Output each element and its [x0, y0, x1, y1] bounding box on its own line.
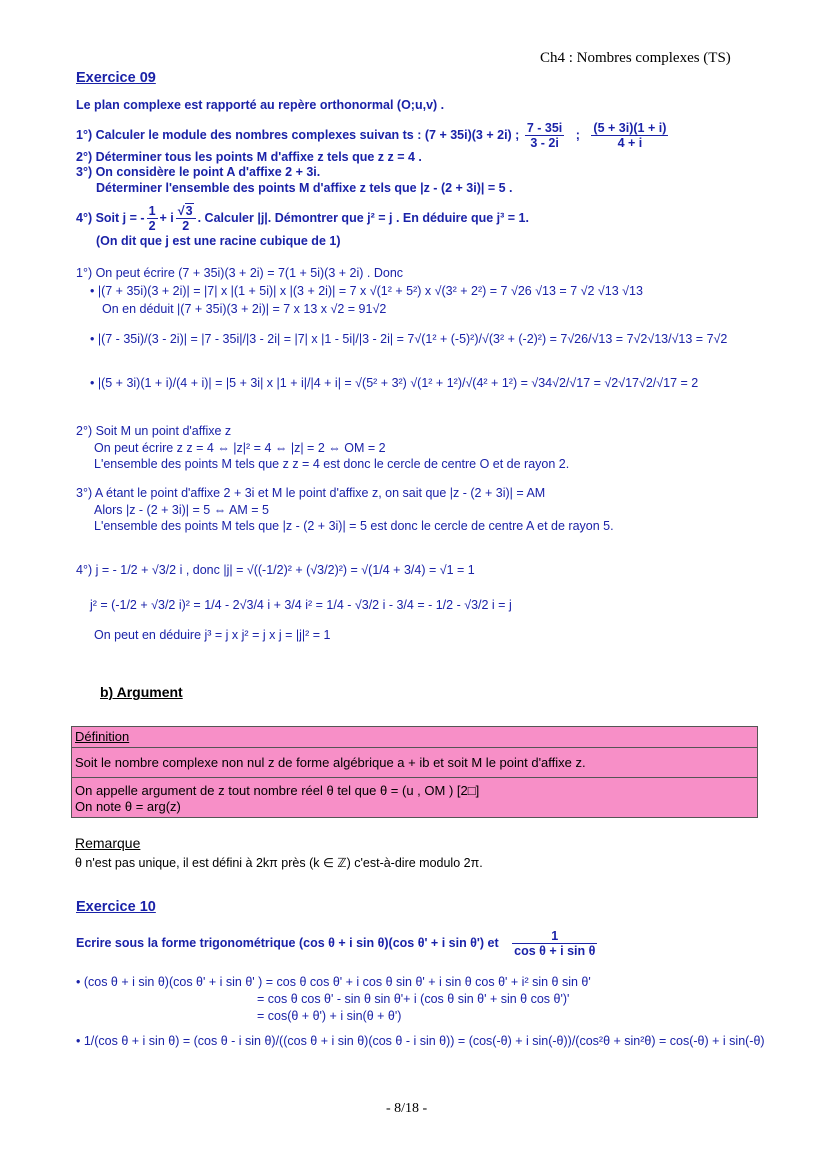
section-argument-title: b) Argument — [100, 684, 183, 700]
ex10-solution-line-3: = cos(θ + θ') + i sin(θ + θ') — [257, 1009, 402, 1023]
page-number: - 8/18 - — [386, 1101, 428, 1116]
solution-2-line-1: On peut écrire z z = 4 ⇔ |z|² = 4 ⇔ |z| = 2 ⇔ OM = 2 — [94, 441, 386, 455]
ex09-question-3a: 3°) On considère le point A d'affixe 2 + 3i. — [76, 165, 321, 179]
solution-4-line-3: On peut en déduire j³ = j x j² = j x j = |j|² = 1 — [94, 628, 331, 642]
solution-4-line-1: 4°) j = - 1/2 + √3/2 i , donc |j| = √((-1/2)² + (√3/2)²) = √(1/4 + 3/4) = √1 = 1 — [76, 563, 475, 577]
ex10-solution-line-2: = cos θ cos θ' - sin θ sin θ'+ i (cos θ sin θ' + sin θ cos θ')' — [257, 992, 570, 1006]
remark-title: Remarque — [75, 835, 141, 851]
ex10-solution-line-1: • (cos θ + i sin θ)(cos θ' + i sin θ' ) = cos θ cos θ' + i cos θ sin θ' + i sin θ cos θ' + i² sin θ sin θ' — [76, 975, 591, 989]
exercise-09-title: Exercice 09 — [76, 70, 156, 86]
solution-2-line-2: L'ensemble des points M tels que z z = 4 est donc le cercle de centre O et de rayon 2. — [94, 457, 570, 471]
solution-1-line-1: • |(7 + 35i)(3 + 2i)| = |7| x |(1 + 5i)| x |(3 + 2i)| = 7 x √(1² + 5²) x √(3² + 2²) = 7 √26 √13 = 7 √2 √13 √13 — [90, 284, 643, 298]
solution-3-line-2: L'ensemble des points M tels que |z - (2 + 3i)| = 5 est donc le cercle de centre A et de rayon 5. — [94, 519, 614, 533]
q1-fraction-1: $\frac{7 - 35i}{3 - 2i}$ — [526, 121, 563, 151]
definition-box — [71, 726, 758, 818]
ex10-question: Ecrire sous la forme trigonométrique (cos θ + i sin θ)(cos θ' + i sin θ') et $\frac{1}{\text{cos θ + i sin θ}}$ — [76, 929, 596, 959]
ex09-question-3b: Déterminer l'ensemble des points M d'affixe z tels que |z - (2 + 3i)| = 5 . — [96, 181, 513, 195]
definition-line-1: Soit le nombre complexe non nul z de forme algébrique a + ib et soit M le point d'affixe z. — [75, 755, 586, 770]
solution-1-intro: 1°) On peut écrire (7 + 35i)(3 + 2i) = 7(1 + 5i)(3 + 2i) . Donc — [76, 266, 404, 280]
solution-1-line-3: • |(7 - 35i)/(3 - 2i)| = |7 - 35i|/|3 - 2i| = |7| x |1 - 5i|/|3 - 2i| = 7√(1² + (-5)²)/√(3² + (-2)²) = 7√26/√13 = 7√2√13/√13 = 7√2 — [90, 332, 728, 346]
solution-3-line-1: Alors |z - (2 + 3i)| = 5 ⇔ AM = 5 — [94, 503, 269, 517]
solution-1-line-4: • |(5 + 3i)(1 + i)/(4 + i)| = |5 + 3i| x |1 + i|/|4 + i| = √(5² + 3²) √(1² + 1²)/√(4² + 1²) = √34√2/√17 = √2√17√2/√17 = 2 — [90, 376, 699, 390]
remark-line-1: θ n'est pas unique, il est défini à 2kπ près (k ∈ ℤ) c'est-à-dire modulo 2π. — [75, 856, 483, 870]
ex09-question-2: 2°) Déterminer tous les points M d'affixe z tels que z z = 4 . — [76, 150, 422, 164]
definition-line-3: On note θ = arg(z) — [75, 799, 181, 814]
solution-1-line-2: On en déduit |(7 + 35i)(3 + 2i)| = 7 x 13 x √2 = 91√2 — [102, 302, 387, 316]
ex09-question-1: 1°) Calculer le module des nombres complexes suivan ts : (7 + 35i)(3 + 2i) ; $\frac{7 - 35i}{3 - 2i}$ ; $\frac{(5 + 3i)(1 + i)}{4 + i}$ — [76, 121, 667, 151]
definition-title: Définition — [75, 729, 130, 744]
chapter-header: Ch4 : Nombres complexes (TS) — [540, 50, 731, 66]
ex09-question-4-note: (On dit que j est une racine cubique de 1) — [96, 234, 341, 248]
ex10-solution-line-4: • 1/(cos θ + i sin θ) = (cos θ - i sin θ)/((cos θ + i sin θ)(cos θ - i sin θ)) = (cos(-θ) + i sin(-θ))/(cos²θ + sin²θ) = cos(-θ) + i sin(-θ) — [76, 1034, 765, 1048]
q1-fraction-2: $\frac{(5 + 3i)(1 + i)}{4 + i}$ — [593, 121, 667, 151]
ex09-question-4: 4°) Soit j = - $\frac{1}{2}$ + i √ $\frac{3}{2}$ . Calculer |j|. Démontrer que j² = j . En déduire que j³ = 1. — [76, 204, 529, 234]
exercise-10-title: Exercice 10 — [76, 899, 156, 915]
solution-4-line-2: j² = (-1/2 + √3/2 i)² = 1/4 - 2√3/4 i + 3/4 i² = 1/4 - √3/2 i - 3/4 = - 1/2 - √3/2 i = j — [90, 598, 512, 612]
solution-3-intro: 3°) A étant le point d'affixe 2 + 3i et M le point d'affixe z, on sait que |z - (2 + 3i)| = AM — [76, 486, 546, 500]
ex09-intro: Le plan complexe est rapporté au repère orthonormal (O;u,v) . — [76, 98, 445, 112]
solution-2-intro: 2°) Soit M un point d'affixe z — [76, 424, 232, 438]
definition-line-2: On appelle argument de z tout nombre réel θ tel que θ = (u , OM ) [2□] — [75, 783, 480, 798]
